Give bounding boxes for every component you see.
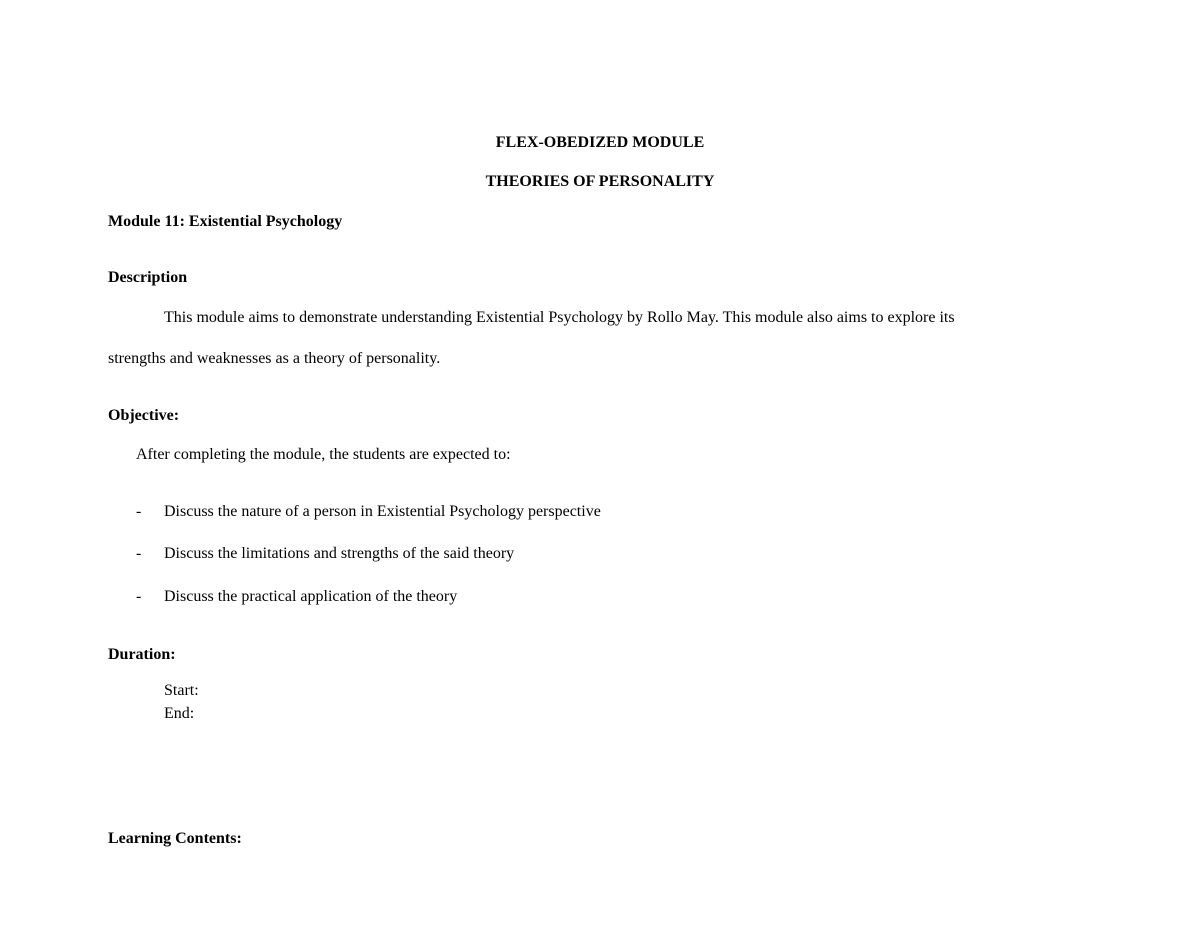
duration-heading: Duration: bbox=[108, 646, 176, 663]
objective-intro: After completing the module, the students are expected to: bbox=[136, 446, 511, 463]
description-heading: Description bbox=[108, 269, 188, 286]
duration-start-label: Start: bbox=[164, 682, 199, 699]
document-title: FLEX-OBEDIZED MODULE bbox=[495, 134, 705, 151]
objective-heading: Objective: bbox=[108, 407, 180, 424]
learning-contents-heading: Learning Contents: bbox=[108, 830, 242, 847]
list-bullet: - bbox=[136, 545, 142, 562]
description-paragraph-line-2: strengths and weaknesses as a theory of personality. bbox=[108, 350, 441, 367]
module-heading: Module 11: Existential Psychology bbox=[108, 213, 343, 230]
duration-end-label: End: bbox=[164, 705, 195, 722]
list-item-text: Discuss the nature of a person in Existential Psychology perspective bbox=[164, 503, 601, 520]
list-item-text: Discuss the limitations and strengths of the said theory bbox=[164, 545, 515, 562]
list-bullet: - bbox=[136, 503, 142, 520]
list-item-text: Discuss the practical application of the theory bbox=[164, 588, 458, 605]
list-bullet: - bbox=[136, 588, 142, 605]
document-subtitle: THEORIES OF PERSONALITY bbox=[485, 173, 715, 190]
description-paragraph-line-1: This module aims to demonstrate understanding Existential Psychology by Rollo May. This module also aims to explore its bbox=[164, 309, 955, 326]
